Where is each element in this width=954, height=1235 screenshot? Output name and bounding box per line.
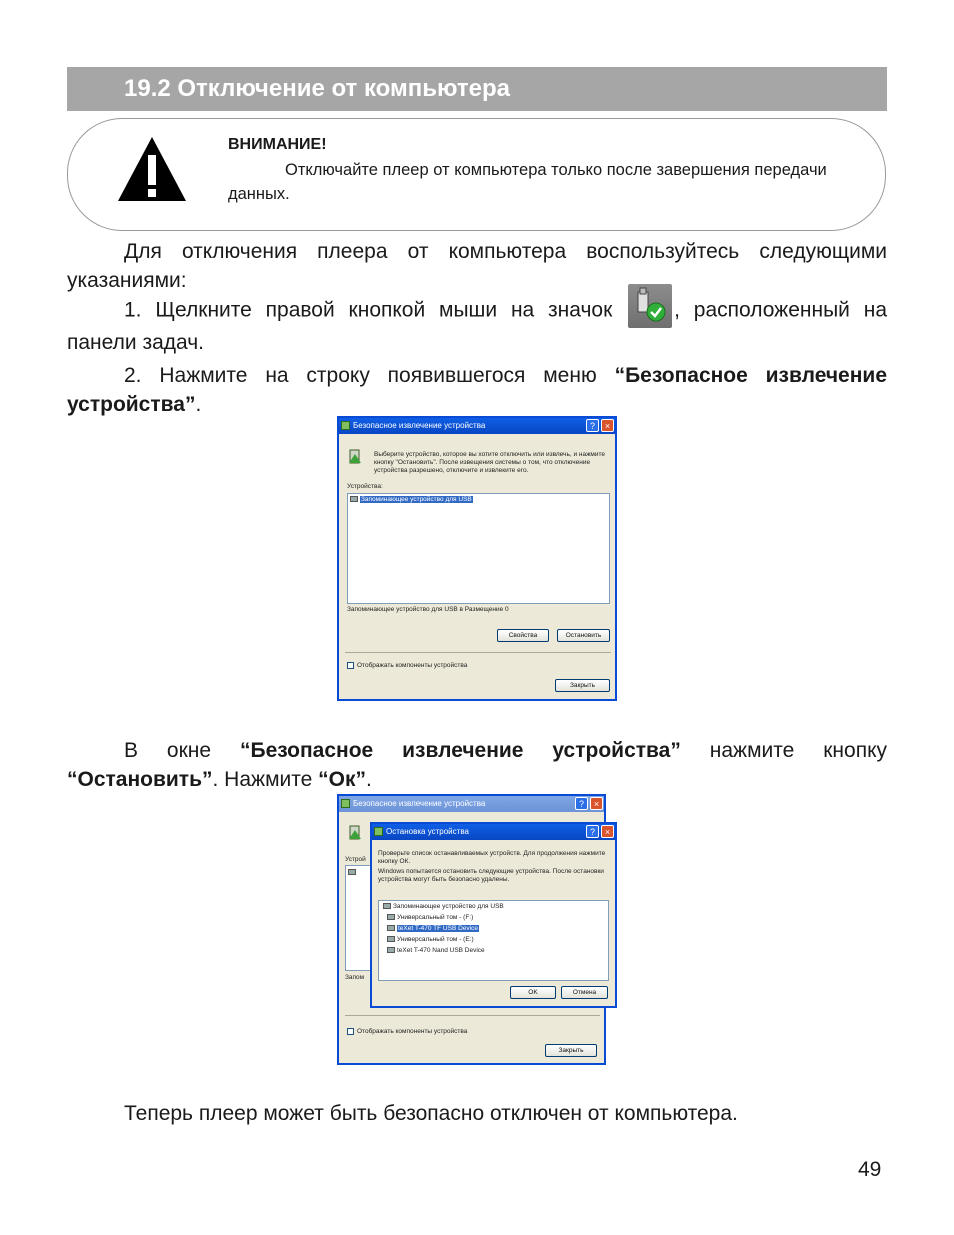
close-x-button[interactable]: × — [601, 825, 614, 838]
window-bold2: “Остановить” — [67, 768, 213, 791]
list-item[interactable]: teXet T-470 TF USB Device — [387, 925, 479, 933]
dialog2-back-titlebar — [339, 796, 604, 812]
dialog1-instruction: Выберите устройство, которое вы хотите отключить или извлечь, и нажмите кнопку "Остановить". После извещения системы о том, что отключение устройства разрешено, отключите и извлеките его. — [374, 451, 606, 474]
dialog2-title: Остановка устройства — [386, 827, 469, 836]
separator — [345, 652, 611, 653]
window-paragraph — [67, 736, 887, 794]
device-remove-icon — [347, 448, 363, 466]
drive-icon — [387, 947, 395, 953]
dialog1-title: Безопасное извлечение устройства — [353, 421, 486, 430]
close-x-button[interactable]: × — [601, 419, 614, 432]
usb-device-icon — [350, 496, 358, 502]
drive-icon — [387, 936, 395, 942]
device-remove-icon — [347, 824, 363, 842]
section-title: 19.2 Отключение от компьютера — [124, 75, 511, 102]
step1-paragraph — [67, 294, 887, 358]
ok-button[interactable]: OK — [510, 986, 556, 999]
warning-text: Отключайте плеер от компьютера только после завершения передачи данных. — [228, 161, 827, 203]
window-bold3: “Ок” — [318, 768, 367, 791]
drive-icon — [387, 925, 395, 931]
list-item[interactable]: Запоминающее устройство для USB — [350, 496, 473, 504]
safely-remove-dialog — [337, 416, 617, 701]
step2-bold: “Безопасное извлечение устройства” — [67, 364, 887, 416]
drive-icon — [387, 914, 395, 920]
window-text: В окне — [124, 739, 240, 762]
window-bold: “Безопасное извлечение устройства” — [239, 739, 681, 762]
stop-button[interactable]: Остановить — [557, 629, 610, 642]
help-button[interactable]: ? — [586, 825, 599, 838]
step2-end: . — [195, 393, 202, 416]
back-show-components-label: Отображать компоненты устройства — [357, 1028, 468, 1035]
back-show-components-checkbox[interactable] — [347, 1028, 354, 1035]
show-components-checkbox[interactable] — [347, 662, 354, 669]
step1-text-after: , расположенный на панели задач. — [67, 298, 887, 354]
safely-remove-tray-icon — [628, 284, 672, 328]
dialog2-titlebar — [372, 824, 615, 840]
dialog2-back-title: Безопасное извлечение устройства — [353, 799, 486, 808]
stop-devices-list[interactable] — [378, 900, 609, 981]
usb-device-icon — [348, 869, 356, 875]
stop-device-dialog — [370, 822, 617, 1008]
devices-label: Устройства: — [347, 483, 383, 490]
devices-list[interactable] — [347, 493, 610, 604]
back-devices-label: Устрой — [345, 856, 366, 863]
warning-box — [67, 118, 886, 231]
dialog1-title-icon — [341, 421, 350, 430]
dialog2-title-icon — [374, 827, 383, 836]
step1-text-before: 1. Щелкните правой кнопкой мыши на значок — [124, 298, 613, 322]
back-status: Запом — [345, 974, 365, 981]
cancel-button[interactable]: Отмена — [561, 986, 608, 999]
list-item[interactable]: Универсальный том - (E:) — [387, 936, 474, 944]
back-close-button[interactable]: Закрыть — [545, 1044, 597, 1057]
stop-instruction-2: Windows попытается остановить следующие устройства. После остановки устройства могут быть безопасно удалены. — [378, 868, 604, 883]
final-paragraph: Теперь плеер может быть безопасно отключен от компьютера. — [124, 1102, 738, 1125]
window-mid2: . Нажмите — [212, 768, 319, 791]
page-number: 49 — [858, 1158, 882, 1181]
dialog2-back-title-icon — [341, 799, 350, 808]
stop-instruction-1: Проверьте список останавливаемых устройств. Для продолжения нажмите кнопку ОК. — [378, 850, 606, 865]
help-button[interactable]: ? — [586, 419, 599, 432]
step2-paragraph — [67, 361, 887, 419]
separator — [345, 1015, 600, 1016]
list-item[interactable]: teXet T-470 Nand USB Device — [387, 947, 485, 955]
window-end: . — [366, 768, 372, 791]
window-mid: нажмите кнопку — [680, 739, 888, 762]
warning-icon — [116, 135, 188, 203]
intro-paragraph: Для отключения плеера от компьютера воспользуйтесь следующими указаниями: — [67, 240, 887, 292]
dialog1-titlebar — [339, 418, 615, 434]
list-item[interactable]: Запоминающее устройство для USB — [383, 903, 504, 911]
properties-button[interactable]: Свойства — [497, 629, 549, 642]
section-header — [67, 67, 887, 111]
show-components-label: Отображать компоненты устройства — [357, 662, 468, 669]
help-button[interactable]: ? — [575, 797, 588, 810]
list-item[interactable]: Универсальный том - (F:) — [387, 914, 473, 922]
step2-text: 2. Нажмите на строку появившегося меню — [124, 364, 615, 387]
usb-device-icon — [383, 903, 391, 909]
close-x-button[interactable]: × — [590, 797, 603, 810]
device-status: Запоминающее устройство для USB в Размещение 0 — [347, 606, 509, 613]
close-button[interactable]: Закрыть — [555, 679, 610, 692]
warning-title: ВНИМАНИЕ! — [228, 136, 327, 153]
